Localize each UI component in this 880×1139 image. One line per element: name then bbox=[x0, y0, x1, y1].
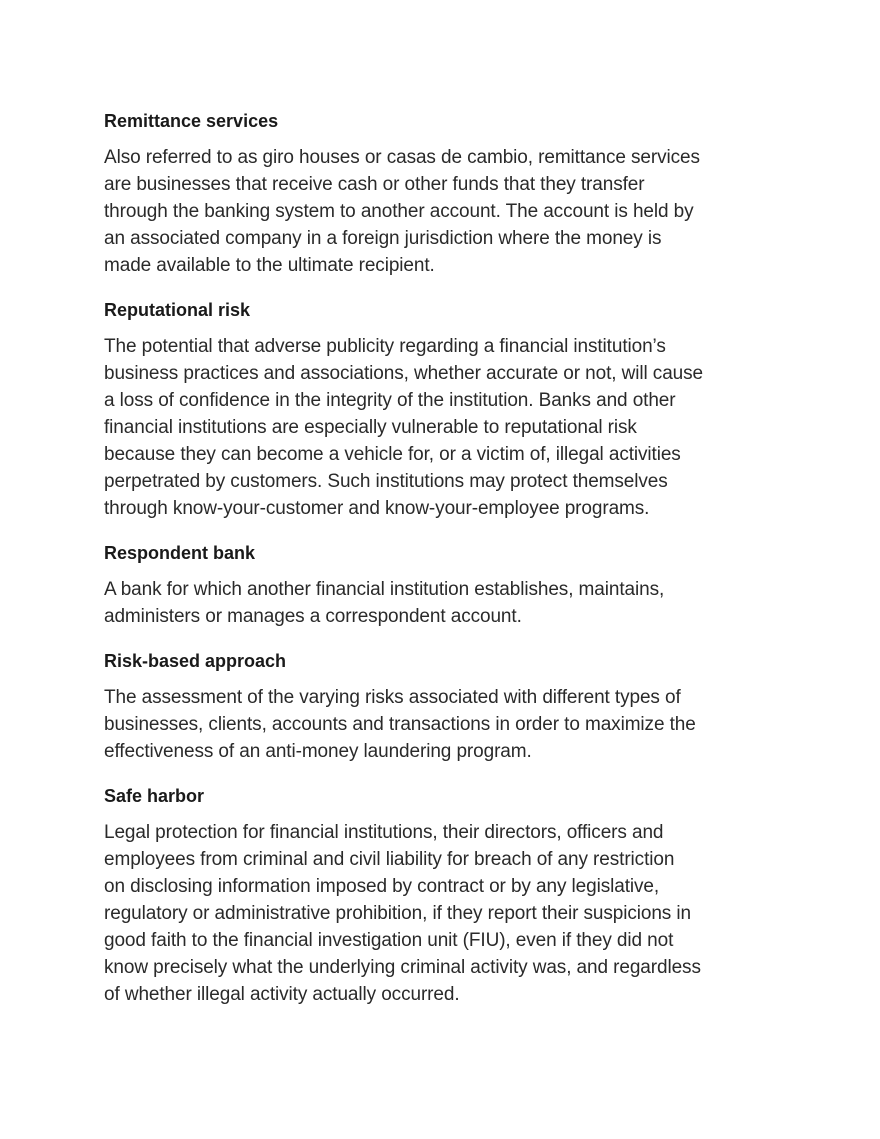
glossary-term: Reputational risk bbox=[104, 300, 251, 320]
definition-line: employees from criminal and civil liability for breach of any restriction bbox=[104, 849, 675, 870]
definition-line: through the banking system to another account. The account is held by bbox=[104, 201, 694, 222]
definition-line: business practices and associations, whether accurate or not, will cause bbox=[104, 363, 704, 384]
glossary-term: Safe harbor bbox=[104, 786, 205, 806]
definition-line: The potential that adverse publicity regarding a financial institution’s bbox=[104, 336, 666, 357]
definition-line: through know-your-customer and know-your-employee programs. bbox=[104, 498, 650, 519]
glossary-entry bbox=[104, 648, 764, 765]
definition-line: Also referred to as giro houses or casas de cambio, remittance services bbox=[104, 147, 700, 168]
glossary-entry bbox=[104, 783, 764, 1008]
definition-line: A bank for which another financial institution establishes, maintains, bbox=[104, 579, 665, 600]
definition-line: Legal protection for financial institutions, their directors, officers and bbox=[104, 822, 664, 843]
definition-line: made available to the ultimate recipient. bbox=[104, 255, 435, 276]
definition-line: of whether illegal activity actually occurred. bbox=[104, 984, 460, 1005]
glossary-term: Respondent bank bbox=[104, 543, 256, 563]
definition-line: an associated company in a foreign jurisdiction where the money is bbox=[104, 228, 662, 249]
glossary-entry bbox=[104, 297, 764, 522]
definition-line: administers or manages a correspondent account. bbox=[104, 606, 522, 627]
glossary-definition bbox=[104, 684, 764, 765]
glossary-entry bbox=[104, 540, 764, 630]
glossary-entry bbox=[104, 108, 764, 279]
glossary-term: Remittance services bbox=[104, 111, 279, 131]
glossary-definition bbox=[104, 333, 764, 522]
definition-line: regulatory or administrative prohibition, if they report their suspicions in bbox=[104, 903, 691, 924]
glossary-definition bbox=[104, 819, 764, 1008]
definition-line: a loss of confidence in the integrity of the institution. Banks and other bbox=[104, 390, 676, 411]
definition-line: financial institutions are especially vulnerable to reputational risk bbox=[104, 417, 637, 438]
definition-line: know precisely what the underlying criminal activity was, and regardless bbox=[104, 957, 701, 978]
glossary-page bbox=[104, 108, 764, 1026]
definition-line: good faith to the financial investigation unit (FIU), even if they did not bbox=[104, 930, 674, 951]
glossary-term: Risk-based approach bbox=[104, 651, 287, 671]
definition-line: are businesses that receive cash or other funds that they transfer bbox=[104, 174, 645, 195]
definition-line: because they can become a vehicle for, or a victim of, illegal activities bbox=[104, 444, 681, 465]
glossary-definition bbox=[104, 144, 764, 279]
definition-line: The assessment of the varying risks associated with different types of bbox=[104, 687, 681, 708]
definition-line: effectiveness of an anti-money laundering program. bbox=[104, 741, 532, 762]
definition-line: perpetrated by customers. Such institutions may protect themselves bbox=[104, 471, 668, 492]
glossary-definition bbox=[104, 576, 764, 630]
definition-line: on disclosing information imposed by contract or by any legislative, bbox=[104, 876, 660, 897]
definition-line: businesses, clients, accounts and transactions in order to maximize the bbox=[104, 714, 696, 735]
